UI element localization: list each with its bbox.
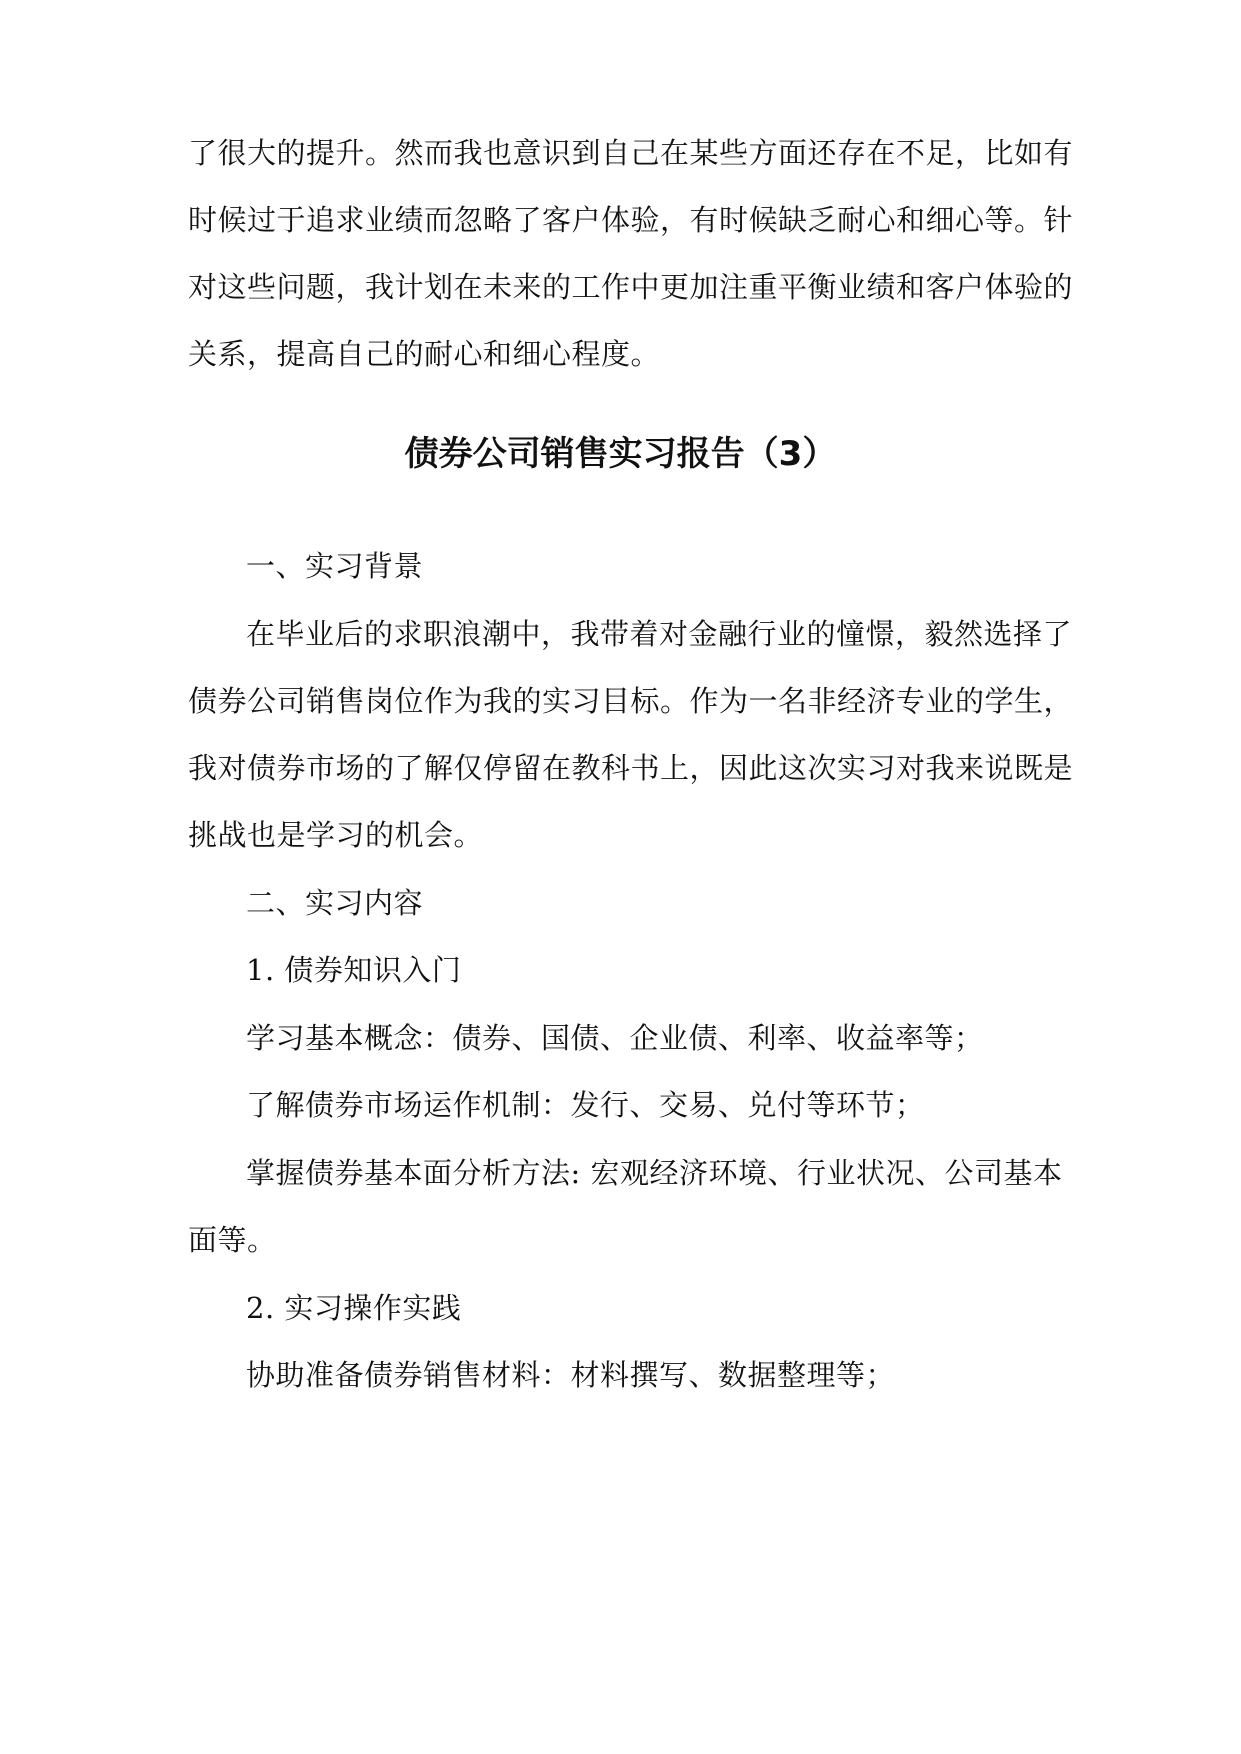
body-text-line: 了很大的提升。然而我也意识到自己在某些方面还存在不足，比如有	[188, 136, 1074, 170]
body-text-line: 债券公司销售岗位作为我的实习目标。作为一名非经济专业的学生，	[188, 684, 1074, 718]
subsection-heading: 1. 债券知识入门	[246, 953, 462, 987]
section-heading: 二、实习内容	[246, 886, 424, 920]
subsection-heading: 2. 实习操作实践	[246, 1291, 462, 1325]
list-item-continuation: 面等。	[188, 1223, 277, 1257]
list-item: 了解债券市场运作机制：发行、交易、兑付等环节；	[246, 1088, 925, 1122]
body-text-line: 在毕业后的求职浪潮中，我带着对金融行业的憧憬，毅然选择了	[246, 617, 1073, 651]
document-title: 债券公司销售实习报告（3）	[404, 434, 837, 474]
body-text-line: 时候过于追求业绩而忽略了客户体验，有时候缺乏耐心和细心等。针	[188, 203, 1074, 237]
list-item: 学习基本概念：债券、国债、企业债、利率、收益率等；	[246, 1021, 984, 1055]
list-item: 协助准备债券销售材料：材料撰写、数据整理等；	[246, 1358, 896, 1392]
section-heading: 一、实习背景	[246, 549, 424, 583]
body-text-line: 挑战也是学习的机会。	[188, 818, 484, 852]
body-text-line: 对这些问题，我计划在未来的工作中更加注重平衡业绩和客户体验的	[188, 270, 1074, 304]
body-text-line: 我对债券市场的了解仅停留在教科书上，因此这次实习对我来说既是	[188, 751, 1074, 785]
list-item: 掌握债券基本面分析方法: 宏观经济环境、行业状况、公司基本	[246, 1156, 1063, 1190]
body-text-line: 关系，提高自己的耐心和细心程度。	[188, 337, 661, 371]
